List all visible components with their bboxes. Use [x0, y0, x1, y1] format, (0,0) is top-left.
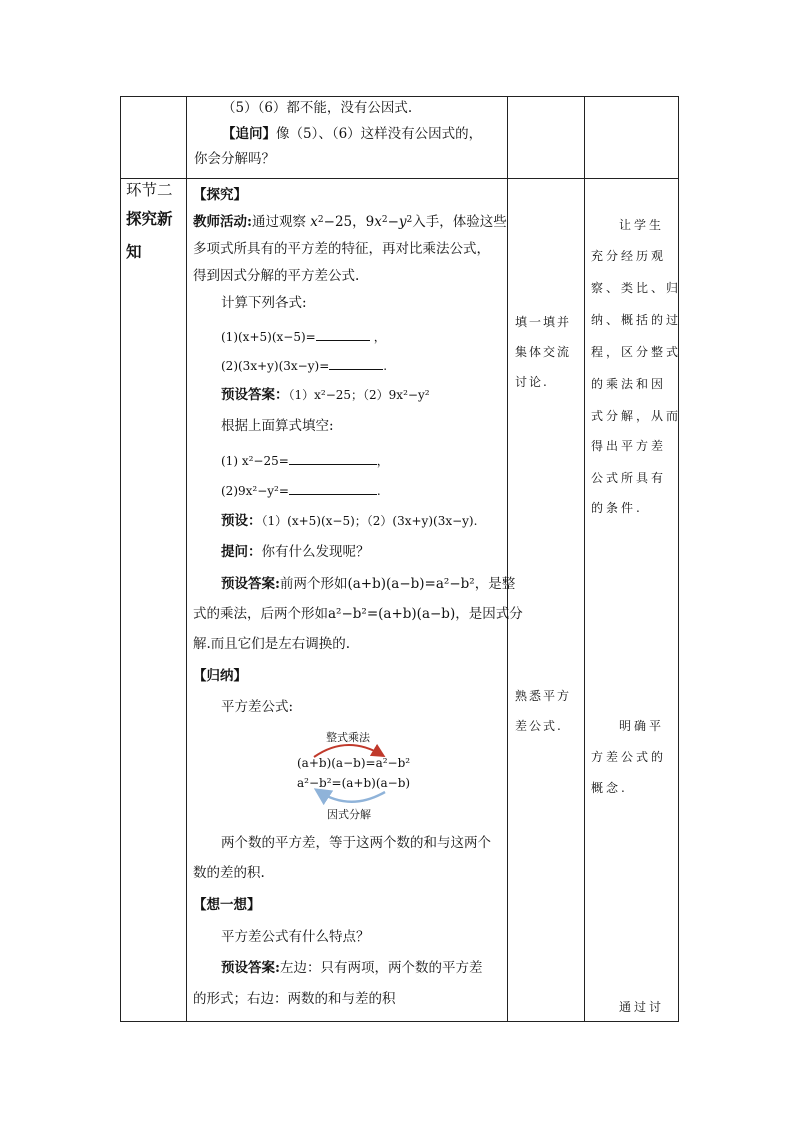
think-question: 平方差公式有什么特点？ [221, 929, 370, 945]
stage-label-1: 环节二 [126, 181, 173, 199]
fill-item-1: (1) x²−25= ， [221, 451, 389, 470]
table-border-right [678, 96, 679, 1022]
arrow-factorization [318, 791, 385, 802]
think-tag: 【想一想】 [193, 897, 261, 913]
teacher-label: 教师活动: [193, 214, 252, 230]
design-intent-1-line2: 充分经历观 [591, 249, 667, 263]
stage-label-2: 探究新 [126, 210, 173, 228]
design-intent-1-line7: 式分解，从而 [591, 409, 682, 423]
table-divider-1 [186, 96, 187, 1022]
student-activity-1-line1: 填一填并 [515, 315, 572, 329]
preset-answer-2: 预设答案:前两个形如(a+b)(a−b)=a²−b²，是整 [221, 576, 516, 592]
preset-answer-2-line3: 解.而且它们是左右调换的. [193, 636, 351, 652]
table-border-bottom [120, 1021, 679, 1022]
design-intent-3-line1: 通过讨 [619, 1000, 665, 1014]
diagram-top-label: 整式乘法 [326, 731, 370, 744]
summary-tag: 【归纳】 [193, 668, 247, 684]
table-divider-2 [507, 96, 508, 1022]
row1-question-cont: 你会分解吗？ [194, 151, 275, 167]
preset-answer-2-line2: 式的乘法，后两个形如a²−b²=(a+b)(a−b)，是因式分 [193, 606, 523, 622]
diagram-bottom-label: 因式分解 [327, 808, 371, 821]
teacher-activity-line3: 得到因式分解的平方差公式. [193, 268, 360, 284]
fill-intro: 根据上面算式填空: [221, 418, 334, 434]
teacher-activity: 教师活动:通过观察 $x^2-25$，$9x^2-y^2$入手，体验这些 [193, 214, 507, 230]
student-activity-2-line2: 差公式. [515, 719, 563, 733]
question-ask: 提问：你有什么发现呢？ [221, 544, 370, 560]
answer-blank[interactable] [329, 356, 383, 370]
student-activity-1-line2: 集体交流 [515, 345, 572, 359]
table-border-top [120, 96, 679, 97]
answer-blank[interactable] [289, 481, 377, 495]
design-intent-2-line1: 明确平 [619, 719, 665, 733]
rule-line1: 两个数的平方差，等于这两个数的和与这两个 [221, 835, 491, 851]
design-intent-1-line6: 的乘法和因 [591, 377, 667, 391]
design-intent-1-line5: 程，区分整式 [591, 345, 682, 359]
think-answer-line2: 的形式；右边：两数的和与差的积 [193, 991, 396, 1007]
stage-label-3: 知 [126, 243, 142, 261]
design-intent-1-line1: 让学生 [619, 218, 665, 232]
think-answer: 预设答案:左边：只有两项，两个数的平方差 [221, 960, 483, 976]
followup-text: 像（5）、（6）这样没有公因式的， [276, 126, 483, 142]
answer-blank[interactable] [316, 327, 370, 341]
followup-tag: 【追问】 [222, 126, 276, 142]
student-activity-1-line3: 讨论. [515, 375, 549, 389]
diagram-formula-1: (a+b)(a−b)=a²−b² [297, 756, 411, 770]
design-intent-1-line4: 纳、概括的过 [591, 313, 682, 327]
table-row-divider [120, 178, 679, 179]
explore-tag: 【探究】 [193, 187, 247, 203]
diagram-formula-2: a²−b²=(a+b)(a−b) [297, 776, 411, 790]
table-border-left [120, 96, 121, 1022]
formula-label: 平方差公式: [221, 699, 294, 715]
design-intent-1-line10: 的条件. [591, 501, 643, 515]
row1-line1: （5）（6）都不能，没有公因式. [222, 100, 413, 116]
fill-item-2: (2)9x²−y²= . [221, 481, 381, 500]
teacher-activity-line2: 多项式所具有的平方差的特征，再对比乘法公式， [193, 241, 490, 257]
student-activity-2-line1: 熟悉平方 [515, 689, 572, 703]
rule-line2: 数的差的积. [193, 865, 265, 881]
row1-question [222, 125, 482, 143]
difference-of-squares-diagram [290, 724, 410, 824]
design-intent-2-line2: 方差公式的 [591, 750, 667, 764]
table-divider-3 [584, 96, 585, 1022]
preset-2: 预设：（1）(x+5)(x−5)；（2）(3x+y)(3x−y). [221, 513, 478, 529]
design-intent-1-line9: 公式所具有 [591, 471, 667, 485]
calc-item-2: (2)(3x+y)(3x−y)= . [221, 356, 387, 375]
calc-item-1: (1)(x+5)(x−5)= ， [221, 327, 386, 346]
design-intent-1-line8: 得出平方差 [591, 439, 667, 453]
design-intent-2-line3: 概念. [591, 781, 628, 795]
design-intent-1-line3: 察、类比、归 [591, 281, 682, 295]
calc-intro: 计算下列各式: [221, 295, 307, 311]
preset-answer-1: 预设答案：（1）x²−25；（2）9x²−y² [221, 387, 430, 403]
answer-blank[interactable] [289, 451, 377, 465]
